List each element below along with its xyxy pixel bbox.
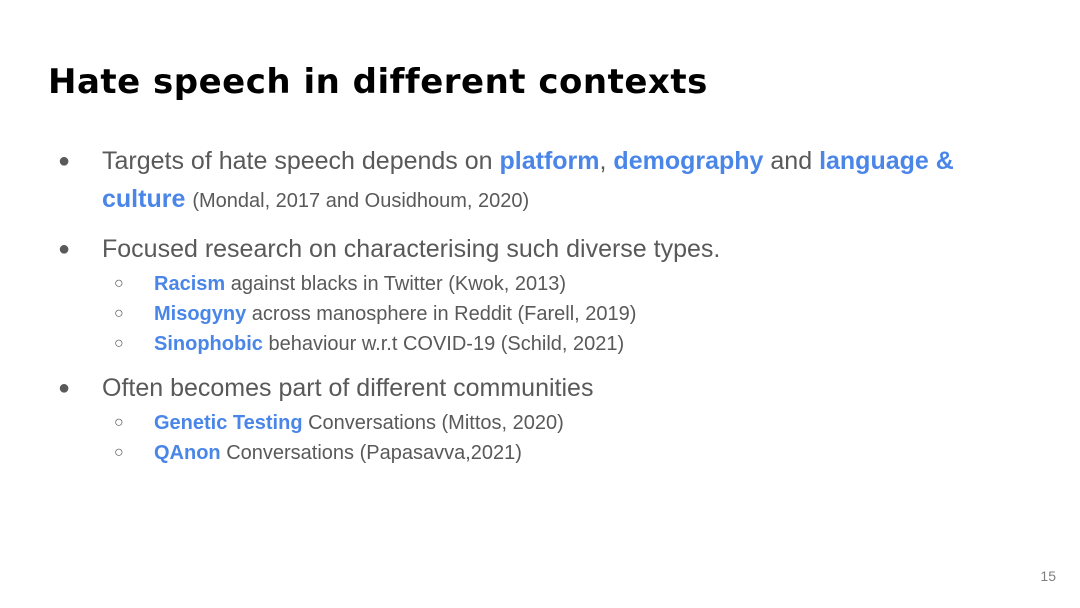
- bullet-text: Targets of hate speech depends on: [102, 147, 500, 175]
- highlight-term: Genetic Testing: [154, 412, 303, 434]
- sub-list: [58, 269, 958, 359]
- highlight-term: Racism: [154, 273, 226, 295]
- sub-item-text: Conversations (Mittos, 2020): [302, 412, 564, 434]
- sub-list-item: [58, 408, 958, 438]
- citation: (Mondal, 2017 and Ousidhoum, 2020): [192, 190, 530, 212]
- sub-list-item: [58, 329, 958, 359]
- bullet-marker: ●: [58, 377, 71, 399]
- highlight-term: Misogyny: [154, 303, 247, 325]
- slide-content: [58, 142, 958, 468]
- sub-bullet-marker: ○: [114, 305, 124, 322]
- bullet-item: [58, 142, 958, 220]
- sub-bullet-marker: ○: [114, 275, 124, 292]
- highlight-term: language & culture: [102, 147, 954, 213]
- bullet-marker: ●: [58, 238, 71, 260]
- sub-list: [58, 408, 958, 468]
- bullet-text: ,: [599, 147, 614, 175]
- page-number: 15: [1040, 568, 1056, 584]
- bullet-item: [58, 369, 958, 407]
- sub-list-item: [58, 438, 958, 468]
- sub-list-item: [58, 269, 958, 299]
- sub-bullet-marker: ○: [114, 414, 124, 431]
- sub-item-text: against blacks in Twitter (Kwok, 2013): [225, 273, 567, 295]
- highlight-term: Sinophobic: [154, 333, 263, 355]
- sub-bullet-marker: ○: [114, 444, 124, 461]
- highlight-term: demography: [613, 147, 764, 175]
- bullet-text: and: [763, 147, 820, 175]
- highlight-term: QAnon: [154, 442, 221, 464]
- bullet-marker: ●: [58, 150, 71, 172]
- slide-title: Hate speech in different contexts: [48, 62, 708, 102]
- highlight-term: platform: [499, 147, 600, 175]
- bullet-text: Often becomes part of different communities: [102, 374, 594, 402]
- bullet-text: Focused research on characterising such diverse types.: [102, 235, 721, 263]
- sub-item-text: Conversations (Papasavva,2021): [220, 442, 522, 464]
- sub-list-item: [58, 299, 958, 329]
- sub-item-text: behaviour w.r.t COVID-19 (Schild, 2021): [262, 333, 625, 355]
- sub-bullet-marker: ○: [114, 335, 124, 352]
- bullet-item: [58, 230, 958, 268]
- sub-item-text: across manosphere in Reddit (Farell, 2019): [246, 303, 637, 325]
